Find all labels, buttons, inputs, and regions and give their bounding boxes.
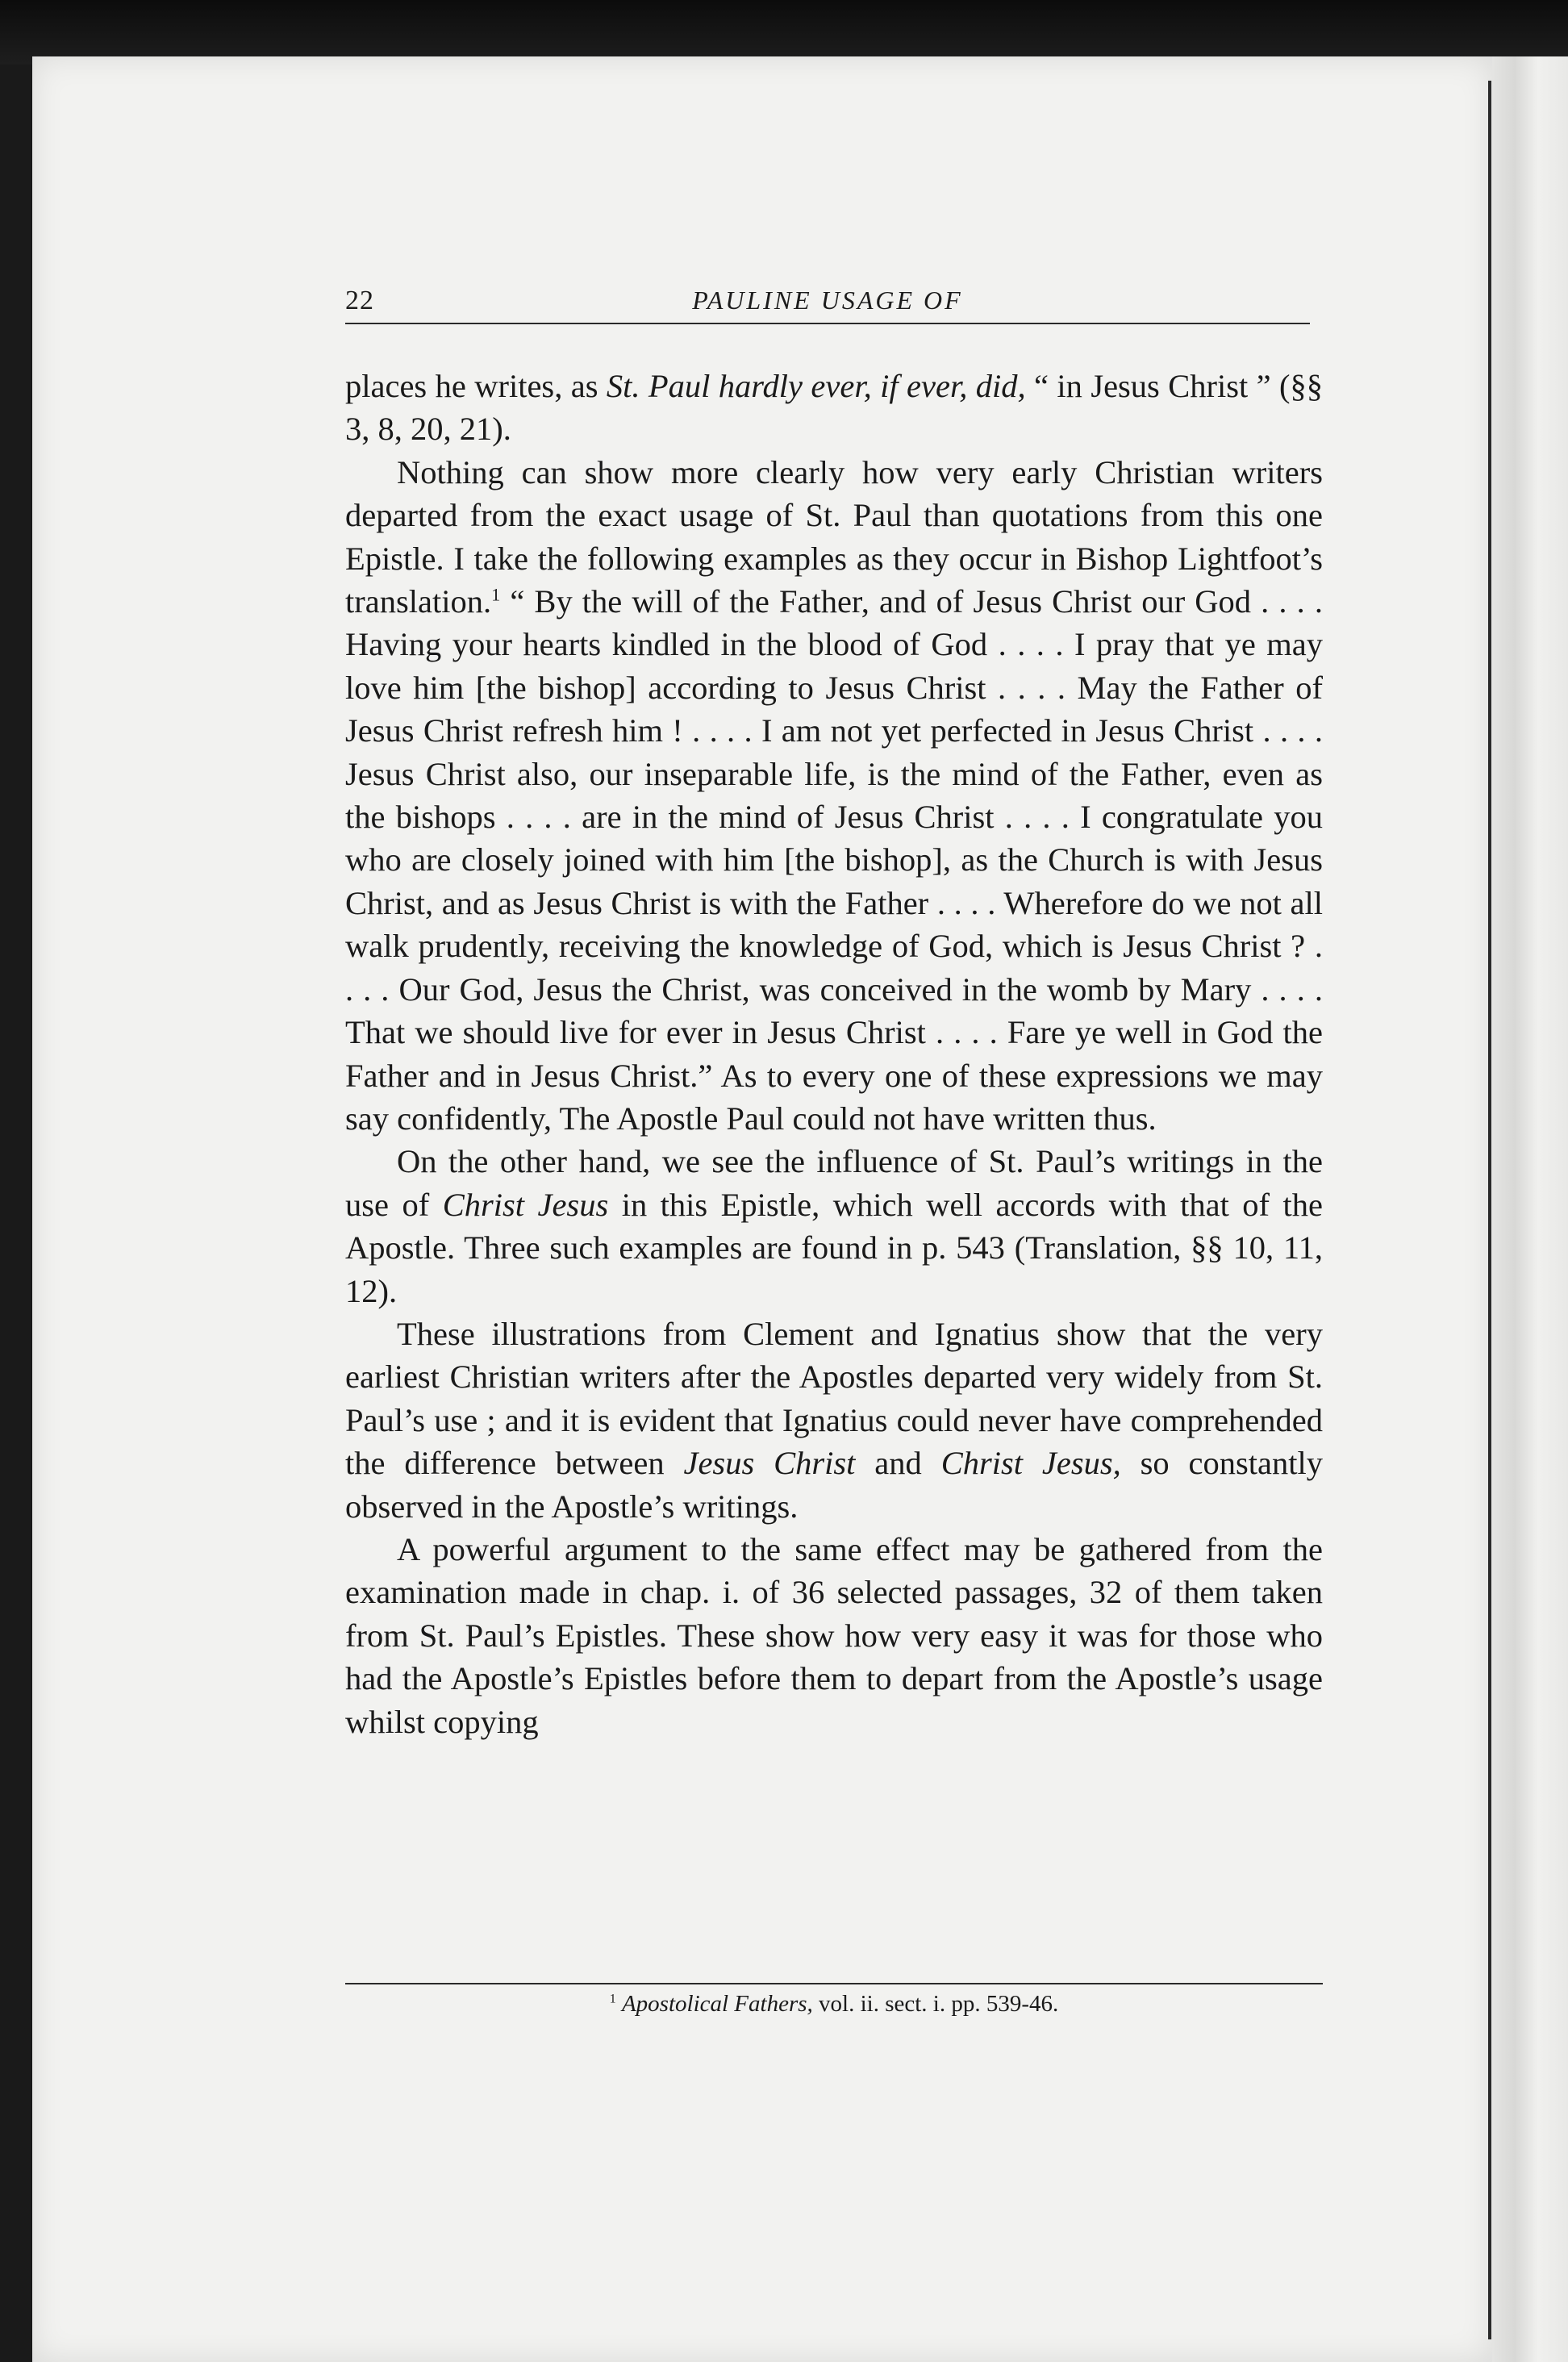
text-run: “ in Jesus Christ ” (§§ 3, 8, 20, 21). — [345, 368, 1323, 448]
paragraph-5 — [345, 1528, 1323, 1743]
page-edge — [1492, 56, 1568, 2362]
italic-run: Christ Jesus, — [940, 1445, 1121, 1482]
paragraph-2 — [345, 451, 1323, 1141]
italic-run: Jesus Christ — [683, 1445, 856, 1482]
footnote-reference: 1 — [491, 584, 501, 605]
text-run: in this Epistle, which well accords with that of the Apostle. Three such examples are found in p. 543 (Translation, §§ 10, 11, 12). — [345, 1186, 1323, 1309]
footnote — [345, 1988, 1323, 2020]
footnote-rule — [345, 1983, 1323, 1984]
page-number: 22 — [345, 286, 374, 315]
text-run: so constantly observed in the Apostle’s writings. — [345, 1445, 1324, 1525]
footnote-title: Apostolical Fathers, — [621, 1991, 813, 2017]
italic-run: Christ Jesus — [442, 1186, 609, 1223]
text-run: places he writes, as — [345, 368, 607, 404]
text-run: These illustrations from Clement and Ignatius show that the very earliest Christian writers after the Apostles departed very widely from St. Paul’s use ; and it is evident that Ignatius could never have comprehended the difference between — [345, 1315, 1323, 1482]
running-title: PAULINE USAGE OF — [692, 286, 963, 315]
italic-run: St. Paul hardly ever, if ever, did, — [606, 368, 1026, 404]
text-run: “ By the will of the Father, and of Jesus Christ our God . . . . Having your hearts kindled in the blood of God . . . . I pray that ye may love him [the bishop] according to Jesus Christ . . . . May the Father of Jesus Christ refresh him ! . . . . I am not yet perfected in Jesus Christ . . . . Jesus Christ also, our inseparable life, is the mind of the Father, even as the bishops . . . . are in the mind of Jesus Christ . . . . I congratulate you who are closely joined with him [the bishop], as the Church is with Jesus Christ, and as Jesus Christ is with the Father . . . . Wherefore do we not all walk prudently, receiving the knowledge of God, which is Jesus Christ ? . . . . Our God, Jesus the Christ, was conceived in the womb by Mary . . . . That we should live for ever in Jesus Christ . . . . Fare ye well in God the Father and in Jesus Christ.” As to every one of these expressions we may say confidently, The Apostle Paul could not have written thus. — [345, 583, 1323, 1137]
header-rule — [345, 323, 1310, 324]
running-header — [345, 279, 1310, 328]
page-edge-line — [1488, 81, 1491, 2339]
paragraph-4 — [345, 1312, 1323, 1528]
footnote-marker: 1 — [609, 1992, 616, 2006]
text-run: Nothing can show more clearly how very early Christian writers departed from the exact usage of St. Paul than quotations from this one Epistle. I take the following examples as they occur in Bishop Lightfoot’s translation. — [345, 453, 1323, 620]
scan-background — [0, 0, 1568, 65]
paragraph-3 — [345, 1140, 1323, 1312]
text-run: and — [855, 1445, 941, 1482]
body-text — [345, 365, 1323, 1743]
text-run: On the other hand, we see the influence of St. Paul’s writings in the use of — [345, 1143, 1323, 1223]
footnote-text: vol. ii. sect. i. pp. 539-46. — [812, 1991, 1059, 2017]
text-run: A powerful argument to the same effect may be gathered from the examination made in chap. i. of 36 selected passages, 32 of them taken from St. Paul’s Epistles. These show how very easy it was for those who had the Apostle’s Epistles before them to depart from the Apostle’s usage whilst copying — [345, 1530, 1323, 1740]
paragraph-1 — [345, 365, 1323, 451]
